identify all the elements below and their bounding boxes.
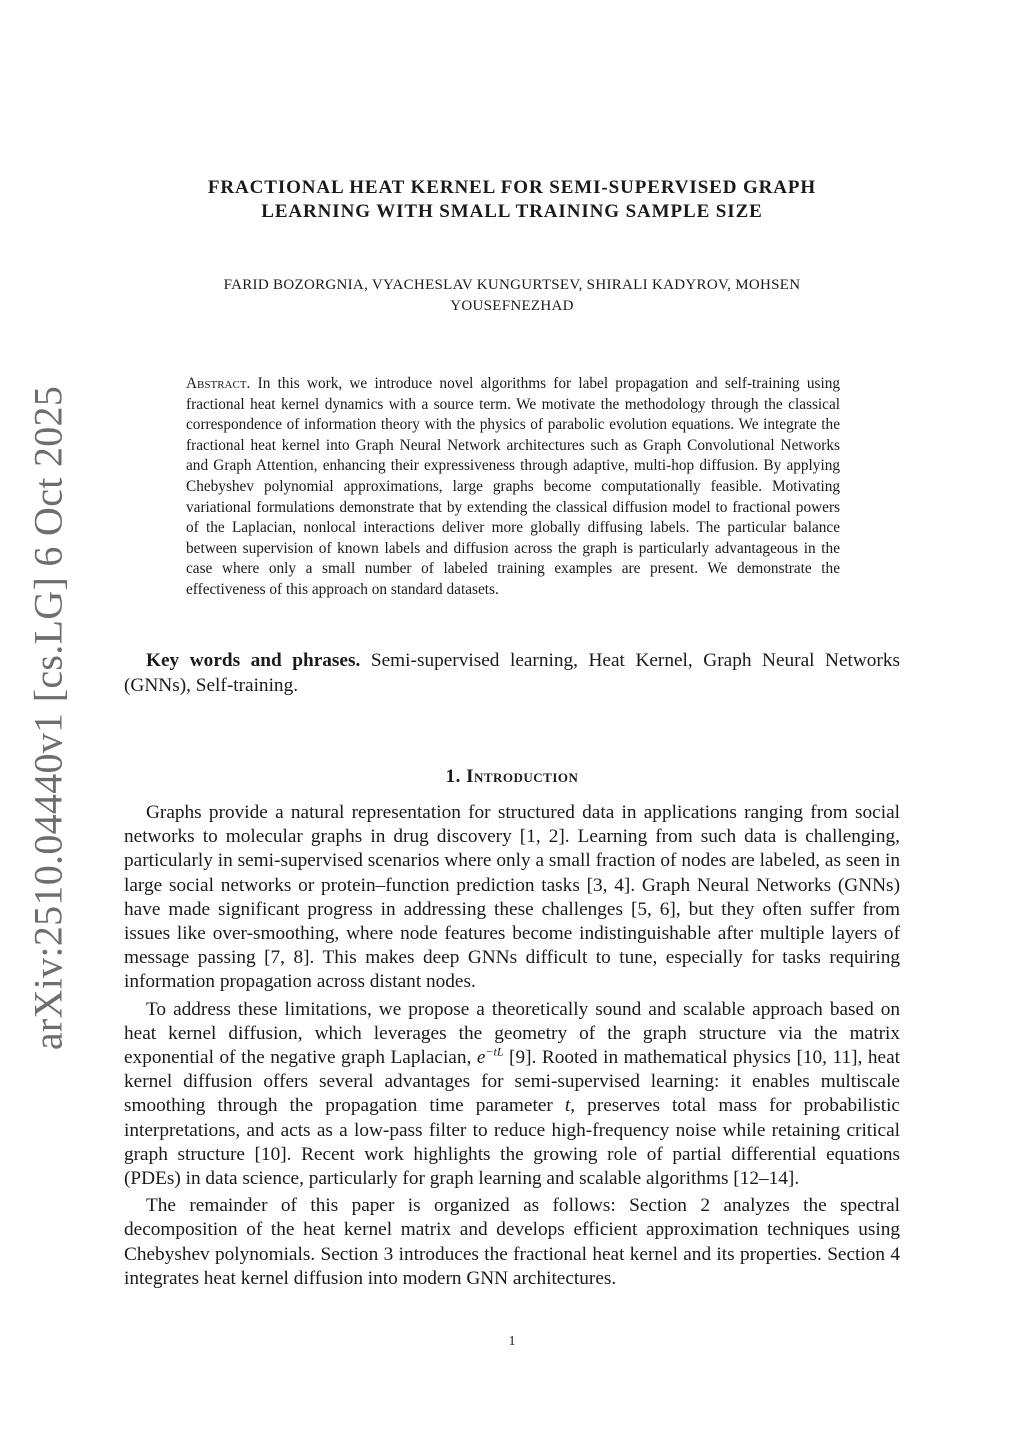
title-block [124, 176, 900, 317]
body-paragraph-2-part-c: , preserves total mass for probabilistic interpretations, and acts as a low-pass filter to reduce high-frequency noise while retaining critical graph structure [10]. Recent work highlights the growing role of partial differential equations (PDEs) in data science, particularly for graph learning and scalable algorithms [12–14]. [124, 1095, 900, 1190]
paper-title-line-2: LEARNING WITH SMALL TRAINING SAMPLE SIZE [261, 201, 763, 222]
paper-title-line-1: FRACTIONAL HEAT KERNEL FOR SEMI-SUPERVISED GRAPH [207, 177, 817, 198]
keywords-text: Semi-supervised learning, Heat Kernel, Graph Neural Networks (GNNs), Self-training. [124, 650, 901, 696]
abstract-label: Abstract. [186, 375, 251, 392]
section-heading-introduction [124, 766, 900, 788]
body-paragraph-3: The remainder of this paper is organized as follows: Section 2 analyzes the spectral decomposition of the heat kernel matrix and develops efficient approximation techniques using Chebyshev polynomials. Section 3 introduces the fractional heat kernel and its properties. Section 4 integrates heat kernel diffusion into modern GNN architectures. [124, 1195, 900, 1289]
keywords-label: Key words and phrases. [146, 650, 361, 671]
arxiv-identifier-stamp: arXiv:2510.04440v1 [cs.LG] 6 Oct 2025 [25, 385, 71, 1051]
section-number: 1. [445, 766, 461, 787]
paper-title [124, 176, 900, 224]
section-title: Introduction [466, 766, 579, 787]
abstract-text: In this work, we introduce novel algorithms for label propagation and self-training using fractional heat kernel dynamics with a source term. We motivate the methodology through the classical correspondence of information theory with the physics of parabolic evolution equations. We integrate the fractional heat kernel into Graph Neural Network architectures such as Graph Convolutional Networks and Graph Attention, enhancing their expressiveness through adaptive, multi-hop diffusion. By applying Chebyshev polynomial approximations, large graphs become computationally feasible. Motivating variational formulations demonstrate that by extending the classical diffusion model to fractional powers of the Laplacian, nonlocal interactions deliver more globally diffusing labels. The particular balance between supervision of known labels and diffusion across the graph is particularly advantageous in the case where only a small number of labeled training examples are present. We demonstrate the effectiveness of this approach on standard datasets. [186, 375, 841, 598]
author-list-line-2: YOUSEFNEZHAD [450, 298, 574, 314]
abstract [186, 374, 840, 601]
body-paragraph-1: Graphs provide a natural representation for structured data in applications ranging from social networks to molecular graphs in drug discovery [1, 2]. Learning from such data is challenging, particularly in semi-supervised scenarios where only a small fraction of nodes are labeled, as seen in large social networks or protein–function prediction tasks [3, 4]. Graph Neural Networks (GNNs) have made significant progress in addressing these challenges [5, 6], but they often suffer from issues like over-smoothing, where node features become indistinguishable after multiple layers of message passing [7, 8]. This makes deep GNNs difficult to tune, especially for tasks requiring information propagation across distant nodes. [124, 802, 900, 993]
heat-kernel-formula-exponent: −tL [485, 1044, 504, 1059]
page-number: 1 [508, 1334, 516, 1349]
heat-kernel-formula [476, 1044, 504, 1069]
introduction-body [124, 801, 900, 1294]
body-paragraph-2-part-b: [9]. Rooted in mathematical physics [10, 11], heat kernel diffusion offers several advantages for semi-supervised learning: it enables multiscale smoothing through the propagation time parameter [124, 1047, 900, 1117]
body-paragraph-2-part-a: To address these limitations, we propose a theoretically sound and scalable approach based on heat kernel diffusion, which leverages the geometry of the graph structure via the matrix exponential of the negative graph Laplacian, [124, 998, 900, 1069]
author-list [124, 275, 900, 317]
keywords [124, 648, 900, 698]
time-parameter-symbol: t [564, 1095, 571, 1117]
body-paragraph-2 [124, 998, 900, 1192]
author-list-line-1: FARID BOZORGNIA, VYACHESLAV KUNGURTSEV, SHIRALI KADYROV, MOHSEN [223, 277, 801, 293]
heat-kernel-formula-base: e [476, 1047, 486, 1069]
